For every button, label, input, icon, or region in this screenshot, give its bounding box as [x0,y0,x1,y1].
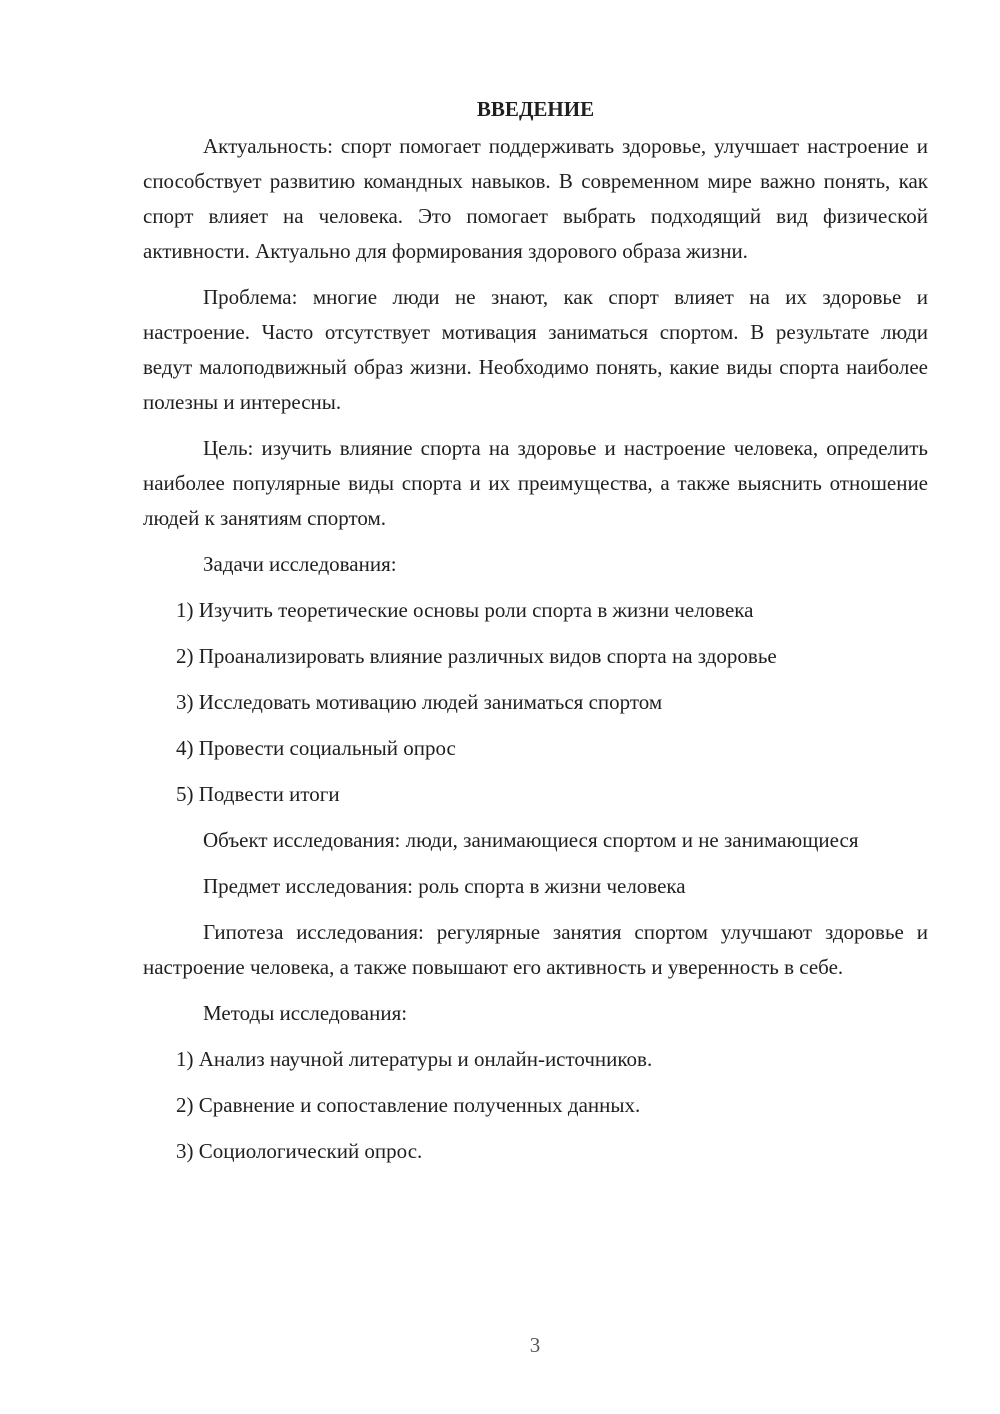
list-item: 2) Сравнение и сопоставление полученных данных. [176,1093,641,1117]
object-paragraph: Объект исследования: люди, занимающиеся спортом и не занимающиеся [203,828,859,852]
page-number: 3 [529,1333,541,1357]
goal-paragraph: Цель: изучить влияние спорта на здоровье и настроение человека, определить наиболее популярные виды спорта и их преимущества, а также выяснить отношение людей к занятиям спортом. [143,436,928,530]
methods-heading: Методы исследования: [203,1001,408,1025]
document-page [143,92,928,1180]
list-item: 2) Проанализировать влияние различных видов спорта на здоровье [176,644,777,668]
tasks-list [143,593,928,812]
hypothesis-paragraph: Гипотеза исследования: регулярные занятия спортом улучшают здоровье и настроение человека, а также повышают его активность и уверенность в себе. [143,920,928,979]
list-item: 5) Подвести итоги [176,782,340,806]
methods-list [143,1042,928,1169]
section-title: ВВЕДЕНИЕ [476,97,595,121]
list-item: 1) Анализ научной литературы и онлайн-источников. [176,1047,653,1071]
list-item: 4) Провести социальный опрос [176,736,456,760]
tasks-heading: Задачи исследования: [203,552,397,576]
list-item: 1) Изучить теоретические основы роли спорта в жизни человека [176,598,754,622]
list-item: 3) Социологический опрос. [176,1139,423,1163]
problem-paragraph: Проблема: многие люди не знают, как спорт влияет на их здоровье и настроение. Часто отсутствует мотивация заниматься спортом. В результате люди ведут малоподвижный образ жизни. Необходимо понять, какие виды спорта наиболее полезны и интересны. [143,285,928,414]
list-item: 3) Исследовать мотивацию людей заниматься спортом [176,690,663,714]
relevance-paragraph: Актуальность: спорт помогает поддерживать здоровье, улучшает настроение и способствует развитию командных навыков. В современном мире важно понять, как спорт влияет на человека. Это помогает выбрать подходящий вид физической активности. Актуально для формирования здорового образа жизни. [143,134,928,263]
subject-paragraph: Предмет исследования: роль спорта в жизни человека [203,874,686,898]
